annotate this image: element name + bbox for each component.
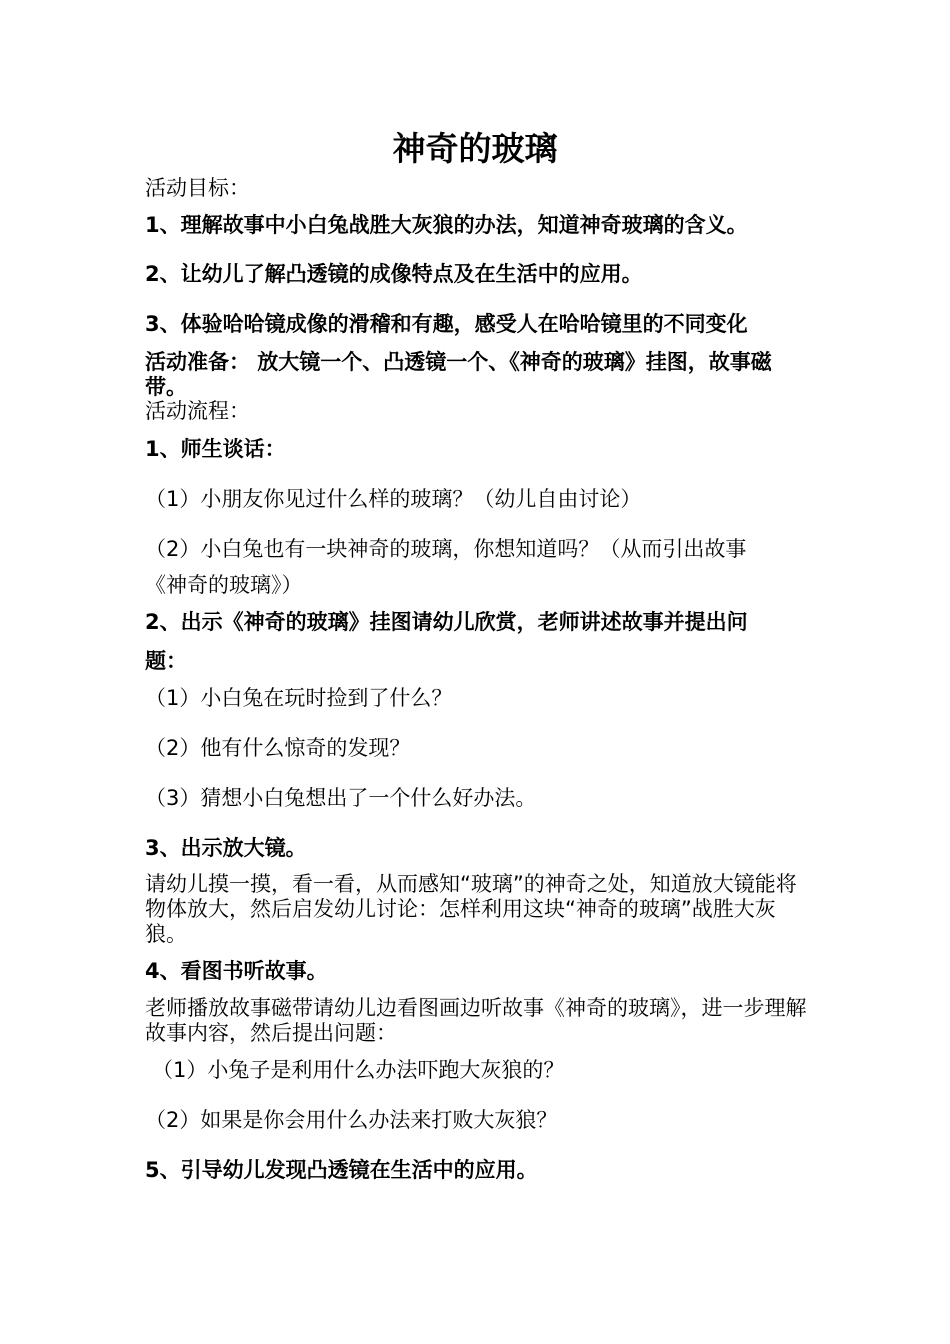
step-2-question-3: （3）猜想小白兔想出了一个什么好办法。 — [145, 786, 537, 810]
step-5: 5、引导幼儿发现凸透镜在生活中的应用。 — [145, 1158, 538, 1182]
step-4-text: 老师播放故事磁带请幼儿边看图画边听故事《神奇的玻璃》，进一步理解故事内容，然后提出问题： — [145, 996, 807, 1045]
step-2-continued: 题： — [145, 649, 187, 673]
step-2: 2、出示《神奇的玻璃》挂图请幼儿欣赏，老师讲述故事并提出问 — [145, 610, 748, 634]
goals-heading: 活动目标： — [145, 176, 250, 200]
goal-3: 3、体验哈哈镜成像的滑稽和有趣，感受人在哈哈镜里的不同变化 — [145, 312, 748, 336]
step-4-question-2: （2）如果是你会用什么办法来打败大灰狼？ — [145, 1108, 558, 1132]
step-2-question-2: （2）他有什么惊奇的发现？ — [145, 736, 411, 760]
step-1-question-1: （1）小朋友你见过什么样的玻璃？（幼儿自由讨论） — [145, 487, 642, 511]
step-3: 3、出示放大镜。 — [145, 836, 307, 860]
step-4: 4、看图书听故事。 — [145, 959, 328, 983]
step-1: 1、师生谈话： — [145, 437, 286, 461]
step-2-question-1: （1）小白兔在玩时捡到了什么？ — [145, 686, 453, 710]
step-3-text: 请幼儿摸一摸，看一看，从而感知“玻璃”的神奇之处，知道放大镜能将物体放大，然后启发幼儿讨论：怎样利用这块“神奇的玻璃”战胜大灰狼。 — [145, 872, 797, 946]
document-title: 神奇的玻璃 — [392, 129, 558, 168]
goal-1: 1、理解故事中小白兔战胜大灰狼的办法，知道神奇玻璃的含义。 — [145, 213, 748, 237]
flow-heading: 活动流程： — [145, 399, 250, 423]
step-1-question-2: （2）小白兔也有一块神奇的玻璃，你想知道吗？（从而引出故事 — [145, 537, 747, 561]
activity-preparation: 活动准备： 放大镜一个、凸透镜一个、《神奇的玻璃》挂图，故事磁带。 — [145, 350, 772, 399]
goal-2: 2、让幼儿了解凸透镜的成像特点及在生活中的应用。 — [145, 262, 643, 286]
step-1-question-2-continued: 《神奇的玻璃》） — [145, 573, 303, 597]
step-4-question-1: （1）小兔子是利用什么办法吓跑大灰狼的？ — [152, 1058, 565, 1082]
